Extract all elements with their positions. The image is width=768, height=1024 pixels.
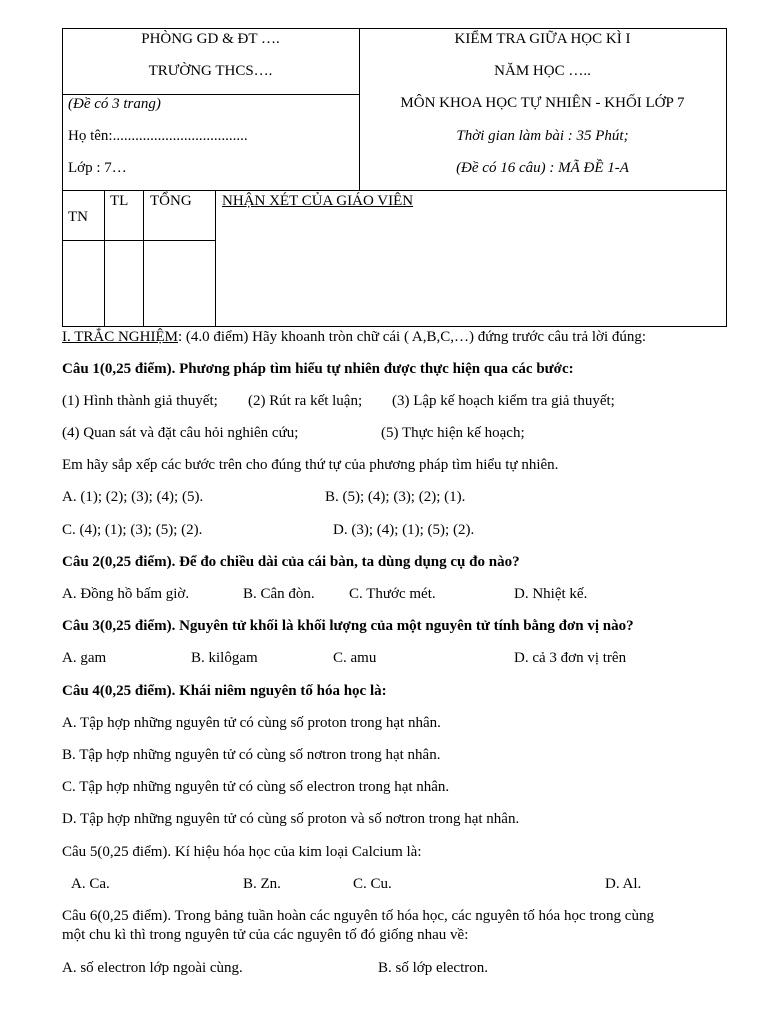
q1-step-4: (4) Quan sát và đặt câu hỏi nghiên cứu; bbox=[62, 425, 299, 441]
q4-option-c: C. Tập hợp những nguyên tử có cùng số electron trong hạt nhân. bbox=[62, 779, 450, 795]
q1-option-d: D. (3); (4); (1); (5); (2). bbox=[333, 522, 475, 538]
q2-option-a: A. Đồng hồ bấm giờ. bbox=[62, 586, 190, 602]
q2-option-c: C. Thước mét. bbox=[349, 586, 436, 602]
q3-option-b: B. kilôgam bbox=[191, 650, 258, 666]
q4-option-d: D. Tập hợp những nguyên tử có cùng số proton và số nơtron trong hạt nhân. bbox=[62, 811, 520, 827]
q3-option-d: D. cả 3 đơn vị trên bbox=[514, 650, 627, 666]
q1-prompt: Em hãy sắp xếp các bước trên cho đúng thứ tự của phương pháp tìm hiểu tự nhiên. bbox=[62, 457, 559, 473]
pages-note: (Đề có 3 trang) bbox=[68, 96, 161, 112]
section-title: I. TRẮC NGHIỆM bbox=[62, 329, 178, 345]
q4-option-b: B. Tập hợp những nguyên tử có cùng số nơtron trong hạt nhân. bbox=[62, 747, 441, 763]
q5-option-d: D. Al. bbox=[605, 876, 642, 892]
q1-step-1: (1) Hình thành giả thuyết; bbox=[62, 393, 218, 409]
q1-option-a: A. (1); (2); (3); (4); (5). bbox=[62, 489, 204, 505]
question-1-text: Câu 1(0,25 điểm). Phương pháp tìm hiểu tự nhiên được thực hiện qua các bước: bbox=[62, 361, 574, 377]
question-2-text: Câu 2(0,25 điểm). Để đo chiều dài của cái bàn, ta dùng dụng cụ đo nào? bbox=[62, 554, 520, 570]
question-6-text-line-2: một chu kì thì trong nguyên tử của các nguyên tố đó giống nhau về: bbox=[62, 927, 469, 943]
subject-line: MÔN KHOA HỌC TỰ NHIÊN - KHỐI LỚP 7 bbox=[400, 95, 685, 111]
q6-option-b: B. số lớp electron. bbox=[378, 960, 488, 976]
school-year: NĂM HỌC ….. bbox=[494, 63, 591, 79]
q4-option-a: A. Tập hợp những nguyên tử có cùng số proton trong hạt nhân. bbox=[62, 715, 441, 731]
q1-step-2: (2) Rút ra kết luận; bbox=[248, 393, 363, 409]
exam-title: KIỂM TRA GIỮA HỌC KÌ I bbox=[454, 31, 631, 47]
department-name: PHÒNG GD & ĐT …. bbox=[141, 31, 280, 47]
score-col-tl: TL bbox=[110, 193, 129, 209]
q3-option-a: A. gam bbox=[62, 650, 107, 666]
q2-option-d: D. Nhiệt kế. bbox=[514, 586, 588, 602]
question-3-text: Câu 3(0,25 điểm). Nguyên tử khối là khối lượng của một nguyên tử tính bằng đơn vị nào? bbox=[62, 618, 634, 634]
q5-option-a: A. Ca. bbox=[71, 876, 110, 892]
exam-code: (Đề có 16 câu) : MÃ ĐỀ 1-A bbox=[456, 160, 629, 176]
q1-step-3: (3) Lập kế hoạch kiểm tra giả thuyết; bbox=[392, 393, 615, 409]
class-field: Lớp : 7… bbox=[68, 160, 127, 176]
q5-option-c: C. Cu. bbox=[353, 876, 392, 892]
score-col-total: TỔNG bbox=[150, 193, 192, 209]
school-name: TRƯỜNG THCS…. bbox=[148, 63, 273, 79]
score-col-tn: TN bbox=[68, 209, 88, 225]
section-instruction: : (4.0 điểm) Hãy khoanh tròn chữ cái ( A,B,C,…) đứng trước câu trả lời đúng: bbox=[177, 329, 647, 345]
q6-option-a: A. số electron lớp ngoài cùng. bbox=[62, 960, 243, 976]
student-name-field: Họ tên:.................................... bbox=[68, 128, 248, 144]
question-4-text: Câu 4(0,25 điểm). Khái niêm nguyên tố hóa học là: bbox=[62, 683, 387, 699]
q3-option-c: C. amu bbox=[333, 650, 377, 666]
section-heading bbox=[62, 328, 646, 346]
time-limit: Thời gian làm bài : 35 Phút; bbox=[456, 128, 629, 144]
q1-option-b: B. (5); (4); (3); (2); (1). bbox=[325, 489, 466, 505]
q1-step-5: (5) Thực hiện kế hoạch; bbox=[381, 425, 525, 441]
question-5-text: Câu 5(0,25 điểm). Kí hiệu hóa học của kim loại Calcium là: bbox=[62, 844, 422, 860]
q2-option-b: B. Cân đòn. bbox=[243, 586, 315, 602]
q1-option-c: C. (4); (1); (3); (5); (2). bbox=[62, 522, 203, 538]
q5-option-b: B. Zn. bbox=[243, 876, 281, 892]
teacher-comment-heading: NHẬN XÉT CỦA GIÁO VIÊN bbox=[222, 193, 414, 209]
question-6-text-line-1: Câu 6(0,25 điểm). Trong bảng tuần hoàn các nguyên tố hóa học, các nguyên tố hóa học trong cùng bbox=[62, 908, 654, 924]
